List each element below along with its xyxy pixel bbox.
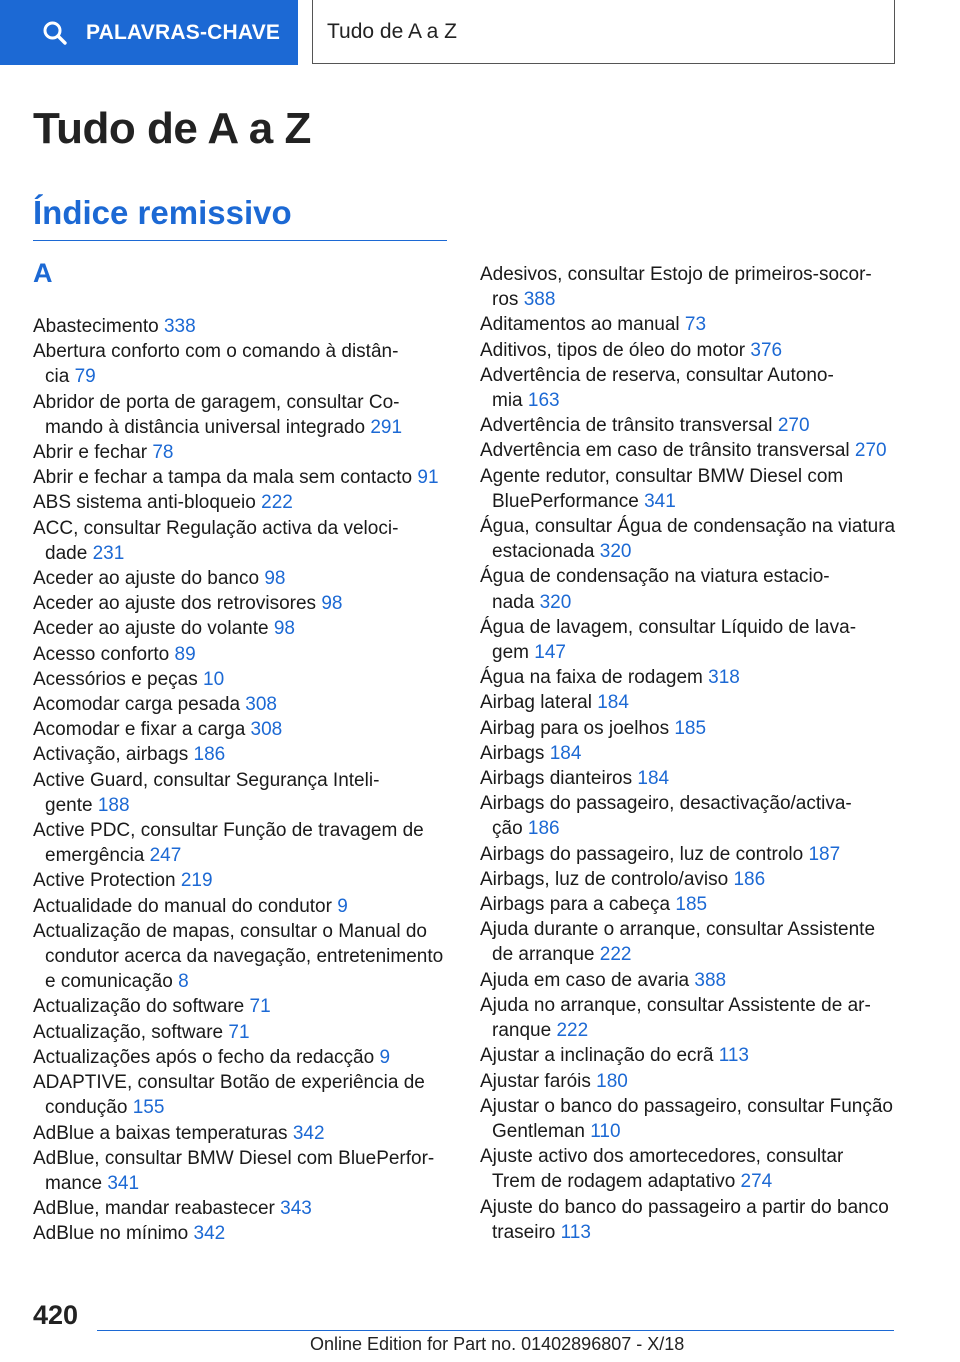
index-entry-text: nada <box>492 591 535 613</box>
index-entry-text: Trem de rodagem adaptativo <box>492 1171 736 1193</box>
index-entry-text: Abertura conforto com o comando à distân‐ <box>33 341 399 363</box>
index-entry-text: Abrir e fechar <box>33 442 148 464</box>
index-entry-text: Ajustar o banco do passageiro, consultar Função <box>480 1095 893 1117</box>
page-reference-link[interactable]: 98 <box>321 593 343 615</box>
page-reference-link[interactable]: 274 <box>740 1171 773 1193</box>
index-entry <box>480 1195 900 1245</box>
index-entry <box>33 642 453 667</box>
page-reference-link[interactable]: 343 <box>280 1198 312 1220</box>
index-entry-text: condutor acerca da navegação, entretenimento <box>45 946 444 968</box>
index-entry <box>33 692 453 717</box>
index-entry-text: ACC, consultar Regulação activa da veloci‐ <box>33 517 399 539</box>
page-reference-link[interactable]: 180 <box>596 1070 628 1092</box>
index-entry <box>33 616 453 641</box>
top-bar <box>0 0 960 66</box>
section-divider <box>33 240 447 241</box>
page-reference-link[interactable]: 71 <box>249 996 271 1018</box>
index-entry <box>33 1121 453 1146</box>
index-entry <box>33 390 453 440</box>
page-reference-link[interactable]: 163 <box>527 390 560 412</box>
index-column-left <box>33 314 453 1247</box>
index-entry <box>480 665 900 690</box>
keywords-button[interactable] <box>0 0 298 65</box>
index-entry-text: Abastecimento <box>33 316 159 337</box>
index-letter: A <box>33 258 53 288</box>
index-entry <box>33 818 453 868</box>
page-reference-link[interactable]: 222 <box>261 492 293 514</box>
page-reference-link[interactable]: 113 <box>718 1045 749 1067</box>
page-number: 420 <box>33 1300 79 1330</box>
index-entry <box>480 464 900 514</box>
index-entry <box>480 867 900 892</box>
index-entry-text: gem <box>492 642 529 664</box>
index-entry-text: condução <box>45 1097 128 1119</box>
index-entry <box>480 917 900 967</box>
index-entry-text: Ajuda no arranque, consultar Assistente de ar‐ <box>480 994 871 1016</box>
page-reference-link[interactable]: 338 <box>163 316 196 337</box>
index-entry-text: Gentleman <box>492 1120 585 1142</box>
page-title: Tudo de A a Z <box>33 104 311 153</box>
index-entry-text: Ajustar a inclinação do ecrã <box>480 1045 714 1067</box>
index-entry <box>33 1196 453 1221</box>
index-entry <box>480 1069 900 1094</box>
index-entry-text: de arranque <box>492 944 595 966</box>
index-entry-text: Actualização do software <box>33 996 245 1018</box>
index-entry <box>33 1045 453 1070</box>
page-reference-link[interactable]: 184 <box>637 768 670 790</box>
index-entry-text: Aditivos, tipos de óleo do motor <box>480 339 746 361</box>
index-entry-text: Advertência de trânsito transversal <box>480 415 773 437</box>
index-entry-text: Ajuda em caso de avaria <box>480 969 690 991</box>
index-entry <box>33 768 453 818</box>
page-reference-link[interactable]: 388 <box>523 289 556 311</box>
page-reference-link[interactable]: 270 <box>854 440 887 462</box>
index-entry-text: AdBlue, consultar BMW Diesel com BluePerfor‐ <box>33 1147 435 1169</box>
index-entry-text: Activação, airbags <box>33 744 189 766</box>
index-entry-text: ros <box>492 289 519 311</box>
page-reference-link[interactable]: 341 <box>644 490 676 512</box>
index-entry <box>480 363 900 413</box>
page-reference-link[interactable]: 222 <box>599 944 632 966</box>
index-entry <box>33 667 453 692</box>
page-reference-link[interactable]: 10 <box>203 668 225 690</box>
index-entry <box>480 716 900 741</box>
index-entry-text: Airbag para os joelhos <box>480 717 670 739</box>
index-entry <box>33 1221 453 1246</box>
index-entry-text: traseiro <box>492 1221 556 1243</box>
index-entry-text: Airbags, luz de controlo/aviso <box>480 868 729 890</box>
page-reference-link[interactable]: 184 <box>549 742 582 764</box>
page-reference-link[interactable]: 186 <box>733 868 766 890</box>
index-entry-text: mance <box>45 1172 103 1194</box>
section-title: Índice remissivo <box>33 194 292 231</box>
index-entry-text: Água, consultar Água de condensação na viatura <box>480 516 896 538</box>
index-entry <box>33 1020 453 1045</box>
index-entry-text: mando à distância universal integrado <box>45 416 366 438</box>
index-entry-text: ADAPTIVE, consultar Botão de experiência de <box>33 1072 425 1094</box>
index-entry-text: Aceder ao ajuste do banco <box>33 568 260 590</box>
index-entry <box>480 842 900 867</box>
page-reference-link[interactable]: 320 <box>599 541 632 563</box>
index-entry-text: Água na faixa de rodagem <box>480 667 703 689</box>
index-entry <box>480 741 900 766</box>
index-entry-text: Actualizações após o fecho da redacção <box>33 1046 375 1068</box>
index-column-right <box>480 262 900 1245</box>
page-reference-link[interactable]: 291 <box>370 416 403 438</box>
page-reference-link[interactable]: 8 <box>178 971 189 993</box>
index-entry-text: gente <box>45 794 93 816</box>
page-reference-link[interactable]: 155 <box>132 1097 165 1119</box>
index-entry-text: Agente redutor, consultar BMW Diesel com <box>480 465 844 487</box>
footer-edition: Online Edition for Part no. 01402896807 - X/18 <box>310 1334 685 1354</box>
index-entry-text: Airbags do passageiro, desactivação/activa‐ <box>480 793 852 815</box>
index-entry <box>33 440 453 465</box>
index-entry-text: AdBlue, mandar reabastecer <box>33 1198 275 1220</box>
index-entry-text: Água de condensação na viatura estacio‐ <box>480 566 830 588</box>
index-entry-text: Adesivos, consultar Estojo de primeiros-socor‐ <box>480 264 872 285</box>
index-entry <box>480 413 900 438</box>
page-reference-link[interactable]: 388 <box>694 969 727 991</box>
index-entry-text: ranque <box>492 1020 552 1042</box>
index-entry-text: dade <box>45 542 88 564</box>
page-reference-link[interactable]: 91 <box>417 467 439 489</box>
index-entry <box>33 868 453 893</box>
index-entry-text: Acesso conforto <box>33 643 170 665</box>
index-entry <box>33 894 453 919</box>
index-entry <box>33 1070 453 1120</box>
index-entry-text: Airbags do passageiro, luz de controlo <box>480 843 804 865</box>
page-reference-link[interactable]: 219 <box>180 870 213 892</box>
index-entry-text: Airbags para a cabeça <box>480 894 671 916</box>
index-entry <box>33 314 453 339</box>
index-entry <box>33 339 453 389</box>
page-reference-link[interactable]: 320 <box>539 591 572 613</box>
page-reference-link[interactable]: 186 <box>193 744 226 766</box>
index-entry-text: Ajuste do banco do passageiro a partir do banco <box>480 1196 889 1218</box>
breadcrumb: Tudo de A a Z <box>312 0 895 64</box>
index-entry-text: AdBlue no mínimo <box>33 1223 189 1245</box>
page-reference-link[interactable]: 113 <box>560 1221 591 1243</box>
index-entry <box>480 438 900 463</box>
page-reference-link[interactable]: 341 <box>107 1172 140 1194</box>
index-entry-text: Ajuste activo dos amortecedores, consultar <box>480 1146 844 1168</box>
index-entry <box>33 566 453 591</box>
page-reference-link[interactable]: 71 <box>228 1021 250 1043</box>
index-entry <box>33 490 453 515</box>
page-reference-link[interactable]: 79 <box>74 366 96 388</box>
index-entry <box>33 591 453 616</box>
index-entry <box>480 262 900 312</box>
page-reference-link[interactable]: 184 <box>597 692 629 714</box>
index-entry <box>33 742 453 767</box>
index-entry-text: ção <box>492 818 523 840</box>
index-entry-text: Airbags dianteiros <box>480 768 633 790</box>
index-entry-text: BluePerformance <box>492 490 639 512</box>
index-entry-text: Acomodar e fixar a carga <box>33 719 246 741</box>
index-entry-text: Água de lavagem, consultar Líquido de lava‐ <box>480 616 857 638</box>
search-icon <box>42 20 68 46</box>
index-entry <box>480 338 900 363</box>
index-entry-text: Abridor de porta de garagem, consultar Co‐ <box>33 391 400 413</box>
page-reference-link[interactable]: 110 <box>590 1120 621 1142</box>
index-entry <box>480 1094 900 1144</box>
page-reference-link[interactable]: 270 <box>777 415 810 437</box>
index-entry-text: Actualização de mapas, consultar o Manual do <box>33 920 427 942</box>
keywords-button-label: PALAVRAS-CHAVE <box>86 20 281 44</box>
index-entry-text: Active Protection <box>33 870 176 892</box>
page-reference-link[interactable]: 9 <box>337 895 348 917</box>
page-reference-link[interactable]: 376 <box>750 339 783 361</box>
index-entry-text: Ajustar faróis <box>480 1070 591 1092</box>
page-reference-link[interactable]: 188 <box>97 794 130 816</box>
index-entry-text: cia <box>45 366 70 388</box>
page-reference-link[interactable]: 185 <box>674 717 707 739</box>
index-entry <box>33 1146 453 1196</box>
index-entry-text: Ajuda durante o arranque, consultar Assistente <box>480 919 876 941</box>
index-entry-text: Active PDC, consultar Função de travagem de <box>33 820 424 842</box>
page-reference-link[interactable]: 78 <box>152 442 174 464</box>
index-entry-text: mia <box>492 390 523 412</box>
page-reference-link[interactable]: 147 <box>534 642 566 664</box>
index-entry-text: Actualidade do manual do condutor <box>33 895 332 917</box>
index-entry-text: Active Guard, consultar Segurança Inteli‐ <box>33 769 380 791</box>
index-entry <box>33 994 453 1019</box>
page-reference-link[interactable]: 342 <box>292 1122 325 1144</box>
index-entry <box>33 516 453 566</box>
page-reference-link[interactable]: 222 <box>556 1020 589 1042</box>
index-entry <box>480 564 900 614</box>
index-entry-text: emergência <box>45 845 145 867</box>
index-entry-text: Abrir e fechar a tampa da mala sem contacto <box>33 467 413 489</box>
index-entry <box>480 690 900 715</box>
index-entry-text: AdBlue a baixas temperaturas <box>33 1122 288 1144</box>
page-reference-link[interactable]: 231 <box>92 542 125 564</box>
index-entry <box>480 791 900 841</box>
index-entry-text: Aditamentos ao manual <box>480 314 680 336</box>
index-entry-text: Advertência de reserva, consultar Autono‐ <box>480 364 834 386</box>
index-entry-text: Advertência em caso de trânsito transversal <box>480 440 850 462</box>
index-entry <box>33 717 453 742</box>
index-entry-text: e comunicação <box>45 971 173 993</box>
page-reference-link[interactable]: 187 <box>808 843 841 865</box>
page-reference-link[interactable]: 89 <box>174 643 196 665</box>
page-reference-link[interactable]: 9 <box>379 1046 391 1068</box>
page-reference-link[interactable]: 98 <box>273 618 295 640</box>
index-entry <box>33 465 453 490</box>
index-entry <box>480 892 900 917</box>
index-entry-text: Acessórios e peças <box>33 668 198 690</box>
footer-divider <box>97 1330 894 1331</box>
index-entry <box>480 615 900 665</box>
index-entry-text: Aceder ao ajuste dos retrovisores <box>33 593 317 615</box>
page-reference-link[interactable]: 247 <box>149 845 182 867</box>
index-entry-text: Actualização, software <box>33 1021 224 1043</box>
page-reference-link[interactable]: 98 <box>264 568 286 590</box>
page-reference-link[interactable]: 185 <box>675 894 708 916</box>
index-entry-text: Aceder ao ajuste do volante <box>33 618 269 640</box>
index-entry-text: Airbag lateral <box>480 692 592 714</box>
page-reference-link[interactable]: 186 <box>527 818 560 840</box>
index-entry-text: Airbags <box>480 742 545 764</box>
page-reference-link[interactable]: 318 <box>708 667 740 689</box>
page-reference-link[interactable]: 308 <box>250 719 283 741</box>
index-entry <box>33 919 453 995</box>
index-entry <box>480 514 900 564</box>
index-entry <box>480 1043 900 1068</box>
index-entry-text: Acomodar carga pesada <box>33 694 241 716</box>
page-reference-link[interactable]: 308 <box>245 694 277 716</box>
index-entry <box>480 968 900 993</box>
index-entry-text: estacionada <box>492 541 595 563</box>
index-entry <box>480 993 900 1043</box>
index-entry-text: ABS sistema anti-bloqueio <box>33 492 256 514</box>
page-reference-link[interactable]: 342 <box>193 1223 226 1245</box>
page-reference-link[interactable]: 73 <box>684 314 707 336</box>
index-entry <box>480 766 900 791</box>
index-entry <box>480 312 900 337</box>
index-entry <box>480 1144 900 1194</box>
